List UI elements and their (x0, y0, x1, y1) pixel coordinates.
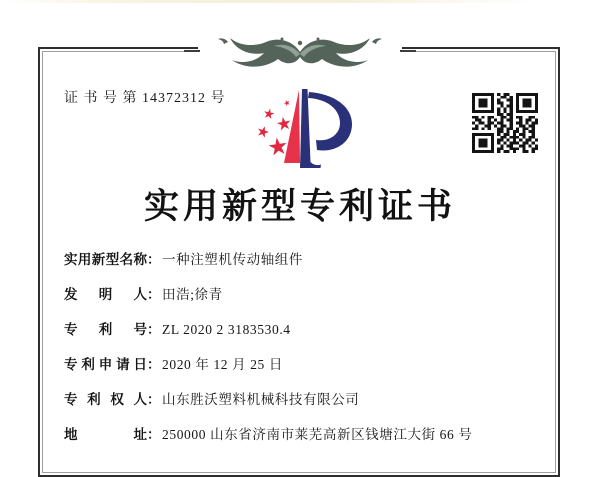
field-value: 2020 年 12 月 25 日 (162, 357, 283, 372)
field-colon: ： (147, 252, 161, 267)
field-row-filing-date (64, 354, 534, 375)
field-row-patentee (64, 389, 534, 410)
cnipa-logo-icon (232, 86, 370, 170)
qr-code (472, 93, 538, 153)
field-label: 专利号 (64, 322, 147, 337)
scan-edge-artifact (0, 0, 600, 3)
field-value: ZL 2020 2 3183530.4 (162, 322, 291, 337)
field-value: 田浩;徐青 (162, 287, 223, 302)
certificate-number: 证 书 号 第 14372312 号 (64, 91, 226, 106)
field-colon: ： (147, 427, 161, 442)
field-label: 发明人 (64, 287, 147, 302)
field-value: 一种注塑机传动轴组件 (162, 252, 303, 267)
field-row-address (64, 424, 534, 445)
field-label: 实用新型名称 (64, 252, 147, 267)
field-colon: ： (147, 287, 161, 302)
field-label: 专利申请日 (64, 357, 147, 372)
field-row-inventors (64, 284, 534, 305)
field-colon: ： (147, 392, 161, 407)
field-colon: ： (147, 357, 161, 372)
field-label: 地址 (64, 427, 147, 442)
field-value: 250000 山东省济南市莱芜高新区钱塘江大街 66 号 (162, 427, 473, 442)
field-row-name (64, 249, 534, 270)
field-row-patent-number (64, 319, 534, 340)
scroll-flourish-icon (184, 30, 416, 70)
certificate-title: 实用新型专利证书 (143, 187, 456, 226)
field-label: 专利权人 (64, 392, 147, 407)
certificate-fields (64, 249, 534, 459)
field-value: 山东胜沃塑料机械科技有限公司 (162, 392, 360, 407)
field-colon: ： (147, 322, 161, 337)
